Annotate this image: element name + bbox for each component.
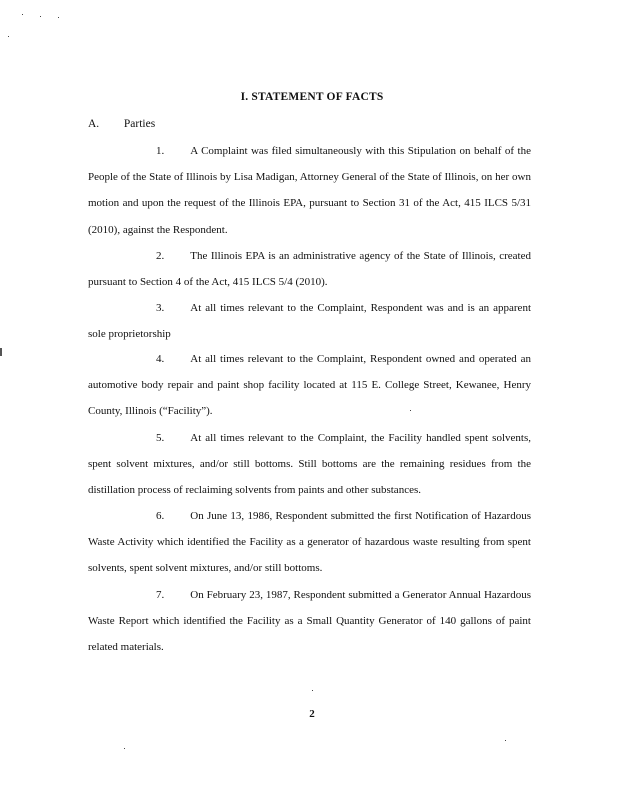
paragraph-text: At all times relevant to the Complaint, the Facility handled spent solvents, spent solvent mixtures, and/or still bottoms. Still bottoms are the remaining residues from the distillation process of reclaiming solvents from paints and other substances. bbox=[88, 432, 531, 497]
scan-speck bbox=[8, 36, 9, 37]
scan-speck bbox=[22, 14, 23, 15]
paragraph-1 bbox=[88, 138, 531, 243]
paragraph-number: 6. bbox=[156, 510, 165, 522]
scan-speck bbox=[312, 690, 313, 691]
paragraph-text: On February 23, 1987, Respondent submitted a Generator Annual Hazardous Waste Report which identified the Facility as a Small Quantity Generator of 140 gallons of paint related materials. bbox=[88, 589, 531, 654]
scan-edge-mark bbox=[0, 348, 2, 356]
paragraph-text: On June 13, 1986, Respondent submitted the first Notification of Hazardous Waste Activity which identified the Facility as a generator of hazardous waste resulting from spent solvents, spent solvent mixtures, and/or still bottoms. bbox=[88, 510, 531, 575]
subsection-letter: A. bbox=[88, 118, 100, 130]
paragraph-text: A Complaint was filed simultaneously with this Stipulation on behalf of the People of the State of Illinois by Lisa Madigan, Attorney General of the State of Illinois, on her own motion and upon the request of the Illinois EPA, pursuant to Section 31 of the Act, 415 ILCS 5/31 (2010), against the Respondent. bbox=[88, 145, 531, 236]
paragraph-7 bbox=[88, 582, 531, 661]
page-number: 2 bbox=[309, 708, 315, 720]
subsection-title: Parties bbox=[123, 118, 156, 130]
paragraph-3 bbox=[88, 295, 531, 347]
paragraph-text: The Illinois EPA is an administrative agency of the State of Illinois, created pursuant to Section 4 of the Act, 415 ILCS 5/4 (2010). bbox=[88, 250, 531, 289]
paragraph-6 bbox=[88, 503, 531, 582]
scan-speck bbox=[124, 748, 125, 749]
paragraph-text: At all times relevant to the Complaint, Respondent owned and operated an automotive body repair and paint shop facility located at 115 E. College Street, Kewanee, Henry County, Illinois (“Facility”). bbox=[88, 353, 531, 418]
paragraph-number: 2. bbox=[156, 250, 165, 262]
scan-speck bbox=[505, 740, 506, 741]
paragraph-number: 5. bbox=[156, 432, 165, 444]
paragraph-number: 3. bbox=[156, 302, 165, 314]
paragraph-text: At all times relevant to the Complaint, Respondent was and is an apparent sole proprietorship bbox=[88, 302, 531, 341]
section-heading: I. STATEMENT OF FACTS bbox=[240, 91, 384, 103]
paragraph-number: 7. bbox=[156, 589, 165, 601]
scan-speck bbox=[40, 16, 41, 17]
paragraph-2 bbox=[88, 243, 531, 295]
subsection-heading bbox=[88, 118, 155, 130]
paragraph-5 bbox=[88, 425, 531, 504]
paragraph-4 bbox=[88, 346, 531, 425]
scan-speck bbox=[410, 410, 411, 411]
paragraph-number: 4. bbox=[156, 353, 165, 365]
paragraph-number: 1. bbox=[156, 145, 165, 157]
scan-speck bbox=[58, 17, 59, 18]
